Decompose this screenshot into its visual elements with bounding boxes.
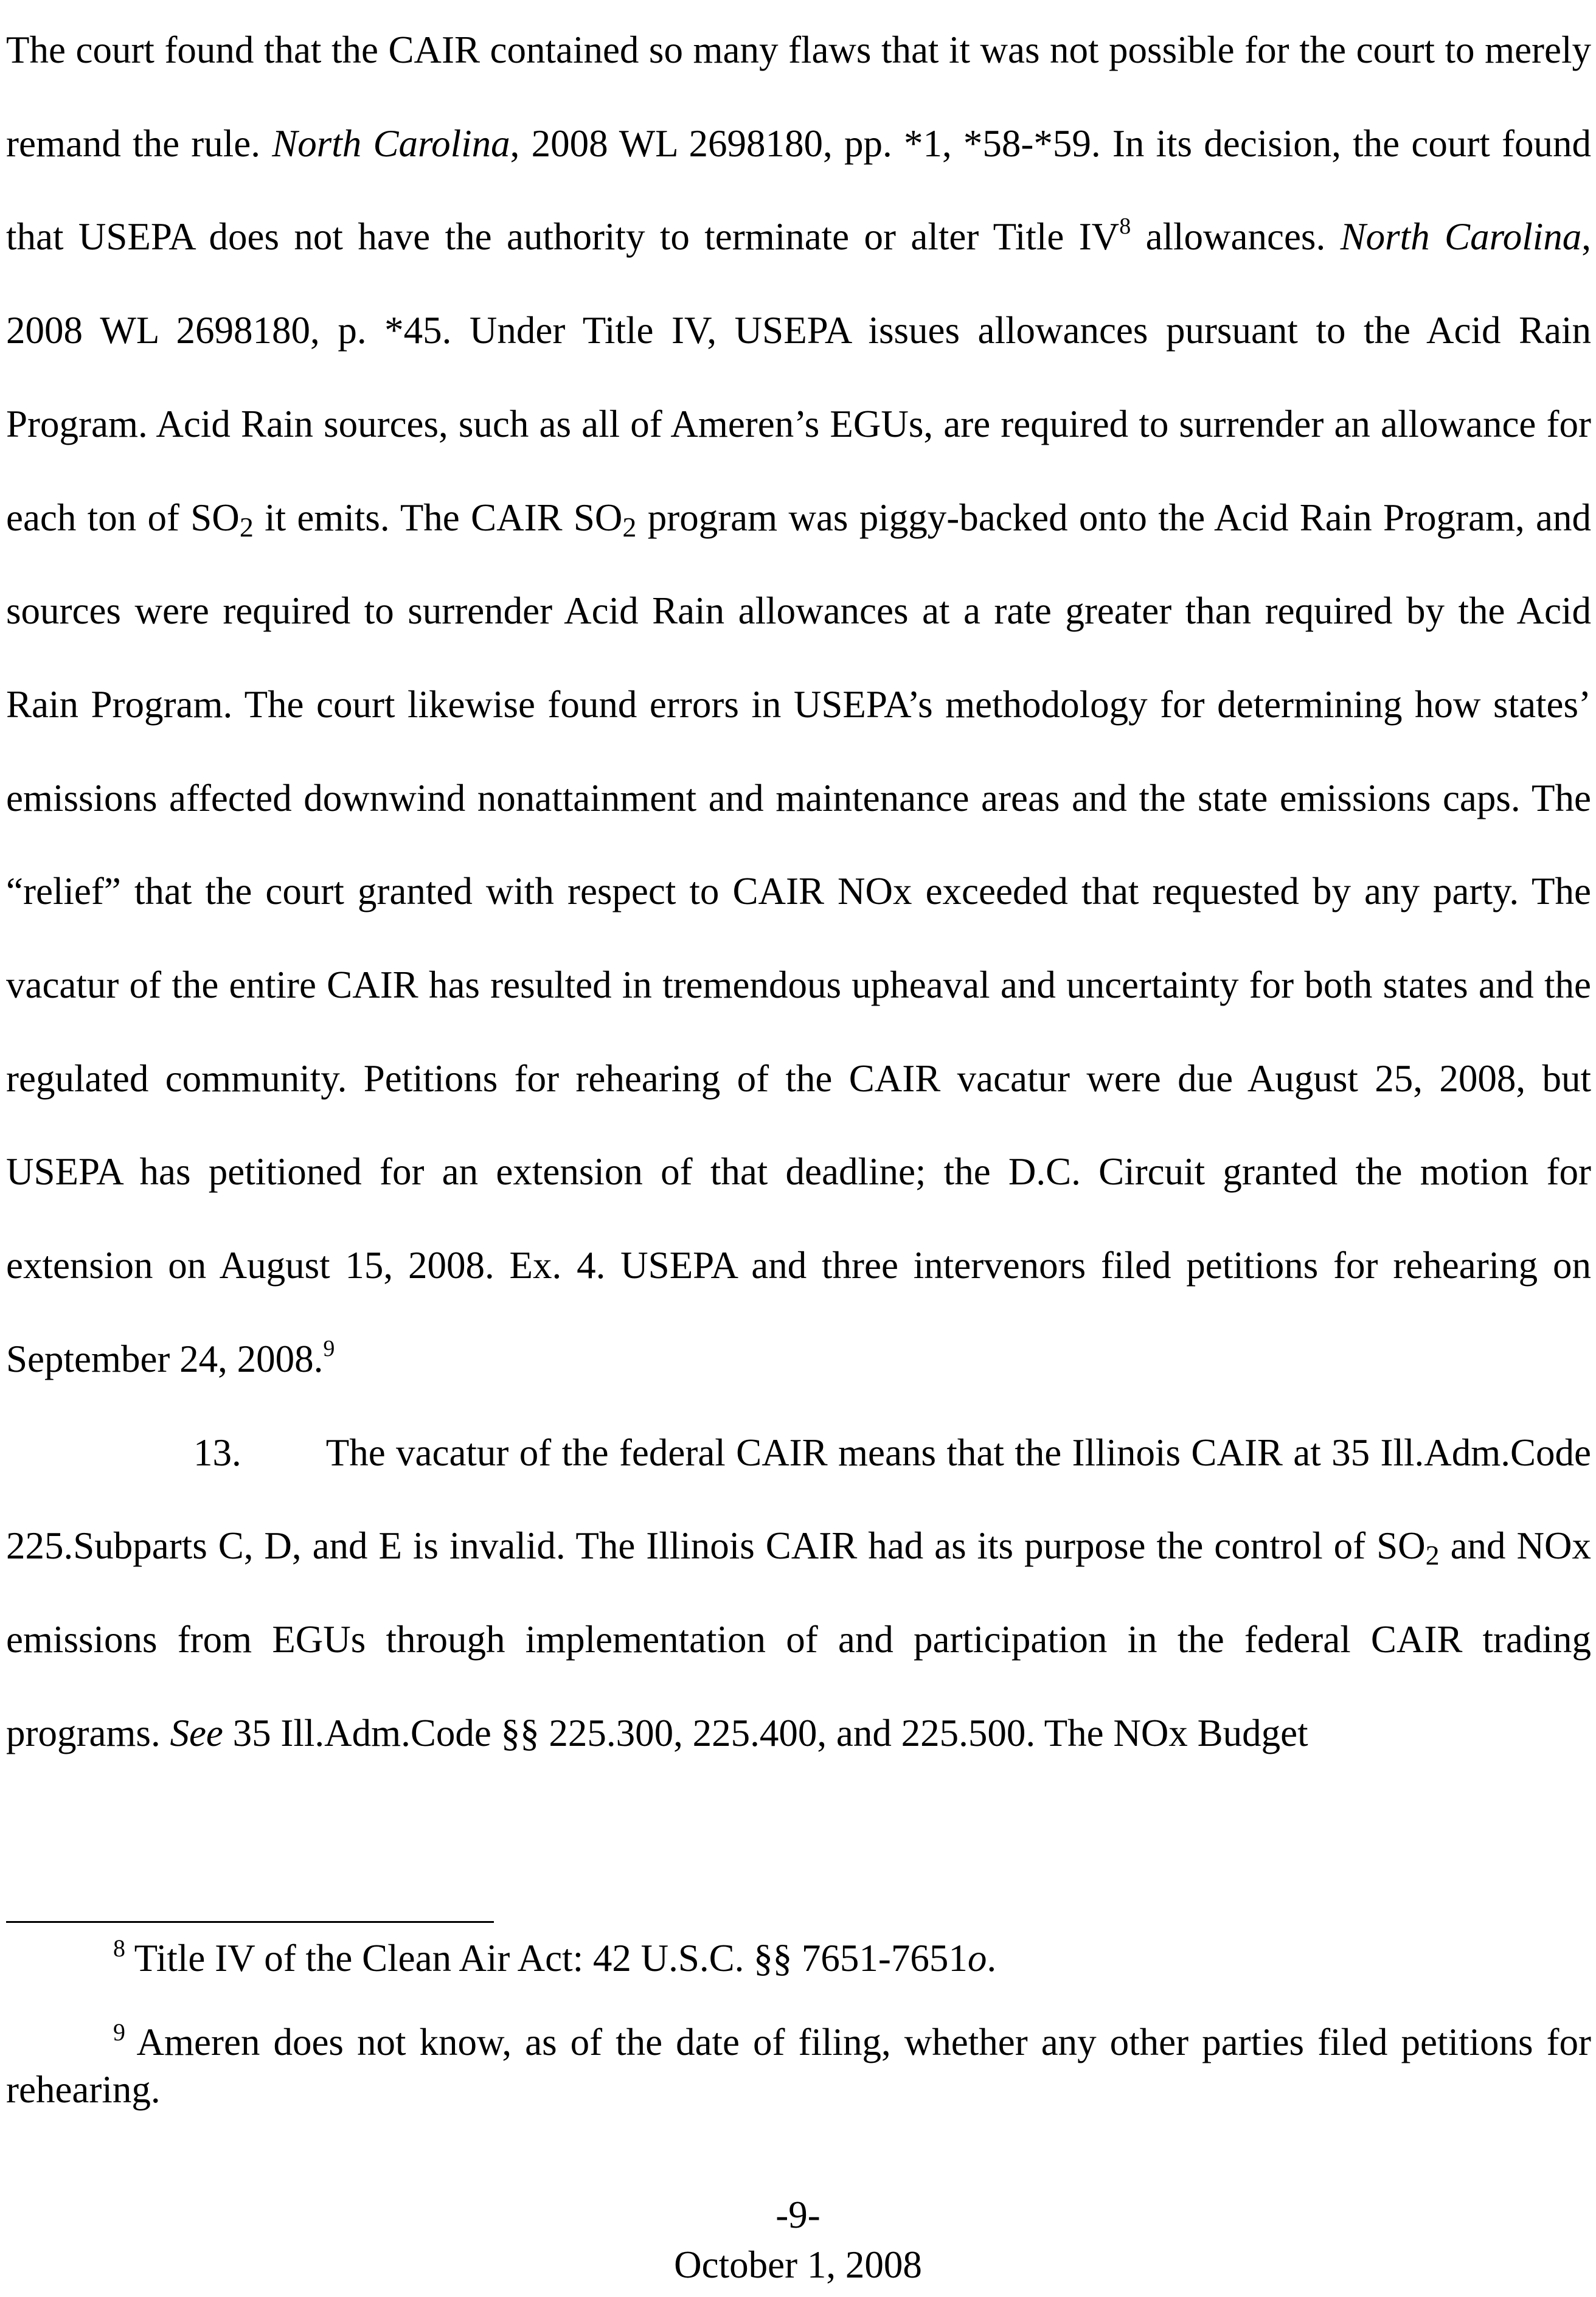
paragraph-13 xyxy=(6,1406,1591,1781)
text-run: , 2008 WL 2698180, pp. *1, *58-*59. In its decision, the court found that USEPA does not have the authority to terminate or alter Title IV xyxy=(6,122,1591,259)
footnote-number: 9 xyxy=(113,2018,125,2046)
footnote-ref-9: 9 xyxy=(323,1335,335,1361)
text-run: 13. The vacatur of the federal CAIR means that the Illinois CAIR at 35 Ill.Adm.Code 225.Subparts C, D, and E is invalid. The Illinois CAIR had as its purpose the control of SO xyxy=(6,1431,1591,1568)
footnote-number: 8 xyxy=(113,1934,125,1962)
subscript: 2 xyxy=(622,511,637,543)
body-text xyxy=(6,4,1591,1780)
paragraph-cair-flaws xyxy=(6,4,1591,1406)
text-run: program was piggy-backed onto the Acid Rain Program, and sources were required to surrender Acid Rain allowances at a rate greater than required by the Acid Rain Program. The court likewise found errors in USEPA’s methodology for determining how states’ emissions affected downwind nonattainment and maintenance areas and the state emissions caps. The “relief” that the court granted with respect to CAIR NOx exceeded that requested by any party. The vacatur of the entire CAIR has resulted in tremendous upheaval and uncertainty for both states and the regulated community. Petitions for rehearing of the CAIR vacatur were due August 25, 2008, but USEPA has petitioned for an extension of that deadline; the D.C. Circuit granted the motion for extension on August 15, 2008. Ex. 4. USEPA and three intervenors filed petitions for rehearing on September 24, 2008. xyxy=(6,496,1592,1380)
page-footer xyxy=(0,2190,1596,2290)
subscript: 2 xyxy=(1425,1540,1440,1571)
footnote-8 xyxy=(6,1934,1591,1982)
case-citation: North Carolina xyxy=(1340,215,1582,259)
footnote-text: . xyxy=(987,1937,997,1979)
case-citation: North Carolina xyxy=(272,122,510,165)
footnote-9 xyxy=(6,2018,1591,2113)
footnote-ref-8: 8 xyxy=(1119,214,1131,240)
text-run: it emits. The CAIR SO xyxy=(253,496,623,539)
text-run: , 2008 WL 2698180, p. *45. Under Title IV, USEPA issues allowances pursuant to the Acid Rain Program. Acid Rain sources, such as all of Ameren’s EGUs, are required to surrender an allowance for each ton of SO xyxy=(6,215,1592,539)
text-run: 35 Ill.Adm.Code §§ 225.300, 225.400, and 225.500. The NOx Budget xyxy=(223,1711,1308,1754)
text-run: and NOx emissions from EGUs through implementation of and participation in the federal CAIR trading programs. xyxy=(6,1524,1591,1754)
subscript: 2 xyxy=(239,511,254,543)
signal-see: See xyxy=(170,1711,223,1754)
footnote-text: Ameren does not know, as of the date of filing, whether any other parties filed petitions for rehearing. xyxy=(6,2021,1591,2111)
footnote-separator xyxy=(6,1921,494,1923)
footnote-text: Title IV of the Clean Air Act: 42 U.S.C. §§ 7651-7651 xyxy=(125,1937,968,1979)
footnote-italic: o xyxy=(967,1937,987,1979)
page-number: -9- xyxy=(775,2194,821,2236)
footnotes xyxy=(6,1934,1591,2113)
text-run: The court found that the CAIR contained so many flaws that it was not possible for the court to merely remand the rule. xyxy=(6,29,1591,165)
text-run: allowances. xyxy=(1131,215,1341,259)
filing-date: October 1, 2008 xyxy=(674,2243,922,2286)
